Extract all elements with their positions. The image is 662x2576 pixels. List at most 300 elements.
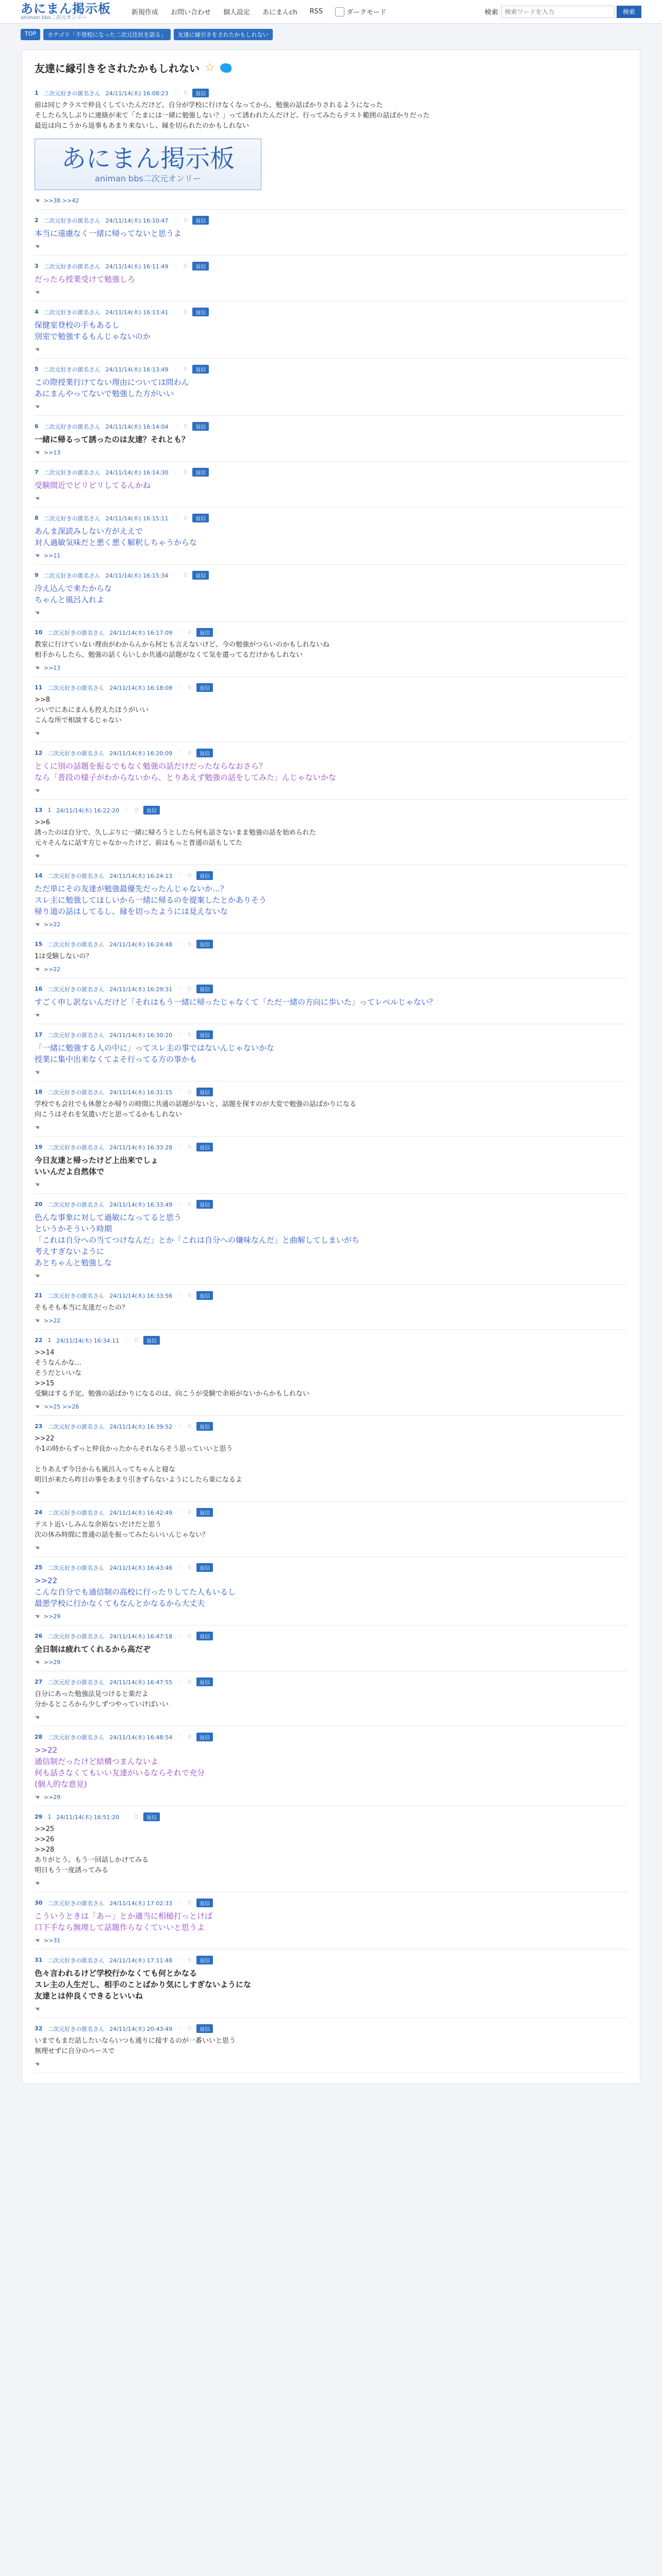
post-number[interactable]: 25 bbox=[35, 1564, 43, 1571]
like-icon[interactable]: ♡ bbox=[173, 309, 179, 315]
post-replies[interactable]: >>11 bbox=[43, 552, 61, 559]
post-date: 24/11/14(木) 16:33:49 bbox=[109, 1201, 173, 1208]
like-icon[interactable]: ♡ bbox=[177, 629, 183, 636]
hand-icon[interactable]: ☚ bbox=[35, 1545, 40, 1551]
post-replies[interactable]: >>22 bbox=[43, 921, 61, 928]
like-count: 0 bbox=[188, 684, 192, 691]
reply-button[interactable]: 返信 bbox=[196, 1563, 213, 1572]
post-author: 二次元好きの匿名さん bbox=[47, 1201, 105, 1208]
post-author: 二次元好きの匿名さん bbox=[47, 1734, 105, 1741]
reply-button[interactable]: 返信 bbox=[196, 1632, 213, 1640]
post-footer bbox=[35, 1317, 627, 1324]
post-author: 二次元好きの匿名さん bbox=[43, 366, 101, 373]
post-meta bbox=[35, 1200, 627, 1209]
post-footer bbox=[35, 1714, 627, 1721]
post-meta bbox=[35, 1508, 627, 1517]
hand-icon[interactable]: ☚ bbox=[35, 1069, 40, 1076]
reply-button[interactable]: 返信 bbox=[192, 514, 209, 522]
post bbox=[35, 1806, 627, 1892]
post bbox=[35, 622, 627, 677]
like-icon[interactable]: ♡ bbox=[177, 1509, 183, 1516]
post-meta bbox=[35, 628, 627, 637]
logo-subtitle: animan bbs二次元オンリー bbox=[21, 14, 87, 21]
post-body: 自分にあった勉強法見つけると楽だよ 分かるところから少しずつやっていけばいい bbox=[35, 1690, 169, 1708]
like-icon[interactable]: ♡ bbox=[173, 217, 179, 224]
post bbox=[35, 1950, 627, 2018]
post-footer bbox=[35, 1794, 627, 1801]
post-date: 24/11/14(木) 16:29:31 bbox=[109, 986, 173, 993]
post-body: >>22 こんな自分でも通信制の高校に行ったりしてた人もいるし 最悪学校に行かなくてもなんとかなるから大丈夫 bbox=[35, 1576, 236, 1608]
hand-icon[interactable]: ☚ bbox=[35, 1613, 40, 1620]
like-icon[interactable]: ♡ bbox=[177, 941, 183, 947]
hand-icon[interactable]: ☚ bbox=[35, 1794, 40, 1801]
like-icon[interactable]: ♡ bbox=[177, 750, 183, 756]
post-date: 24/11/14(木) 16:14:04 bbox=[105, 423, 169, 430]
post-footer bbox=[35, 1937, 627, 1944]
post-body: いまでもまだ話したいならいつも通りに接するのが一番いいと思う 無理せずに自分のペースで bbox=[35, 2037, 236, 2055]
post-replies[interactable]: >>38 >>42 bbox=[43, 197, 79, 204]
post-footer bbox=[35, 2006, 627, 2012]
dark-mode-toggle[interactable] bbox=[335, 7, 386, 16]
post-body: テスト近いしみんな余裕ないだけだと思う 次の休み時間に普通の話を振ってみたらいいんじゃない？ bbox=[35, 1521, 209, 1539]
post-author: 1 bbox=[47, 1814, 52, 1820]
hand-icon[interactable]: ☚ bbox=[35, 197, 40, 204]
hand-icon[interactable]: ☚ bbox=[35, 1880, 40, 1887]
post-number[interactable]: 32 bbox=[35, 2025, 43, 2032]
reply-button[interactable]: 返信 bbox=[196, 940, 213, 948]
like-count: 0 bbox=[188, 1509, 192, 1516]
post bbox=[35, 1726, 627, 1806]
hand-icon[interactable]: ☚ bbox=[35, 495, 40, 502]
hand-icon[interactable]: ☚ bbox=[35, 665, 40, 671]
like-count: 0 bbox=[184, 515, 188, 521]
post bbox=[35, 978, 627, 1024]
post-footer bbox=[35, 552, 627, 559]
post-date: 24/11/14(木) 16:13:49 bbox=[105, 366, 169, 373]
post-number[interactable]: 11 bbox=[35, 684, 43, 691]
like-icon[interactable]: ♡ bbox=[177, 986, 183, 992]
post-replies[interactable]: >>13 bbox=[43, 449, 61, 456]
post-body: すごく申し訳ないんだけど「それはもう一緒に帰ったじゃなくて「ただ一緒の方向に歩いた」ってレベルじゃない？ bbox=[35, 997, 437, 1007]
post bbox=[35, 1285, 627, 1330]
post-author: 二次元好きの匿名さん bbox=[47, 1031, 105, 1039]
like-icon[interactable]: ♡ bbox=[124, 1337, 130, 1344]
post-body: 学校でも会社でも休憩とか帰りの時間に共通の話題がないと、話題を探すのが大変で勉強の話ばかりになる 向こうはそれを気遣いだと思ってるかもしれない bbox=[35, 1100, 357, 1118]
reply-button[interactable]: 返信 bbox=[192, 365, 209, 374]
nav-rss[interactable]: RSS bbox=[309, 8, 323, 15]
like-icon[interactable]: ♡ bbox=[177, 1031, 183, 1038]
embed-subtitle: animan bbs二次元オンリー bbox=[95, 173, 201, 183]
post-meta bbox=[35, 365, 627, 374]
like-icon[interactable]: ♡ bbox=[173, 366, 179, 372]
post-footer bbox=[35, 1880, 627, 1887]
hand-icon[interactable]: ☚ bbox=[35, 243, 40, 250]
post-footer bbox=[35, 1403, 627, 1410]
post-meta bbox=[35, 1088, 627, 1096]
reply-button[interactable]: 返信 bbox=[196, 2024, 213, 2033]
post-body: >>6 誘ったのは自分で、久しぶりに一緒に帰ろうとしたら何も話さないまま勉強の話を始められた 元々そんなに話す方じゃなかったけど、前はもっと普通の話もしてた bbox=[35, 819, 316, 847]
post bbox=[35, 1194, 627, 1285]
post-number[interactable]: 23 bbox=[35, 1423, 43, 1430]
post-footer bbox=[35, 289, 627, 296]
breadcrumb-top[interactable]: TOP bbox=[21, 29, 40, 40]
like-count: 0 bbox=[135, 1337, 139, 1344]
post bbox=[35, 210, 627, 256]
post-replies[interactable]: >>29 bbox=[43, 1613, 61, 1620]
post-body: 全日制は疲れてくれるから高だぞ bbox=[35, 1645, 151, 1654]
post-replies[interactable]: >>29 bbox=[43, 1794, 61, 1801]
post-number[interactable]: 26 bbox=[35, 1633, 43, 1639]
hand-icon[interactable]: ☚ bbox=[35, 1489, 40, 1496]
hand-icon[interactable]: ☚ bbox=[35, 2061, 40, 2067]
post-replies[interactable]: >>29 bbox=[43, 1659, 61, 1666]
post-author: 二次元好きの匿名さん bbox=[43, 263, 101, 270]
hand-icon[interactable]: ☚ bbox=[35, 853, 40, 859]
post-number[interactable]: 8 bbox=[35, 515, 39, 521]
post-footer bbox=[35, 966, 627, 973]
hand-icon[interactable]: ☚ bbox=[35, 1012, 40, 1019]
post bbox=[35, 1024, 627, 1081]
hand-icon[interactable]: ☚ bbox=[35, 2006, 40, 2012]
post-footer bbox=[35, 1545, 627, 1551]
post-author: 二次元好きの匿名さん bbox=[47, 941, 105, 948]
reply-button[interactable]: 返信 bbox=[196, 1030, 213, 1039]
post-number[interactable]: 12 bbox=[35, 750, 43, 756]
post-date: 24/11/14(木) 16:17:09 bbox=[109, 629, 173, 636]
like-icon[interactable]: ♡ bbox=[177, 1734, 183, 1740]
post-author: 二次元好きの匿名さん bbox=[47, 1292, 105, 1299]
logo-title: あにまん掲示板 bbox=[21, 1, 111, 16]
post-date: 24/11/14(木) 17:02:33 bbox=[109, 1900, 173, 1907]
post-number[interactable]: 18 bbox=[35, 1089, 43, 1095]
embed-banner[interactable] bbox=[35, 139, 261, 190]
post-meta bbox=[35, 1733, 627, 1741]
like-icon[interactable]: ♡ bbox=[177, 1957, 183, 1963]
like-icon[interactable]: ♡ bbox=[177, 1679, 183, 1685]
nav-contact[interactable]: お問い合わせ bbox=[171, 9, 211, 16]
nav-new[interactable]: 新規作成 bbox=[131, 9, 159, 16]
post-number[interactable]: 4 bbox=[35, 309, 39, 315]
post-meta bbox=[35, 1336, 627, 1345]
post-author: 二次元好きの匿名さん bbox=[47, 986, 105, 993]
like-icon[interactable]: ♡ bbox=[173, 572, 179, 579]
post-footer bbox=[35, 243, 627, 250]
like-icon[interactable]: ♡ bbox=[173, 515, 179, 521]
breadcrumb-thread[interactable]: 友達に縁引きをされたかもしれない bbox=[174, 29, 273, 40]
breadcrumb-category[interactable]: カテゴリ「不登校になった二次元住民を語る」 bbox=[43, 29, 171, 40]
post-number[interactable]: 13 bbox=[35, 807, 43, 814]
like-count: 0 bbox=[184, 469, 188, 476]
site-logo[interactable] bbox=[21, 3, 111, 21]
post bbox=[35, 1557, 627, 1625]
reply-button[interactable]: 返信 bbox=[192, 422, 209, 431]
reply-button[interactable]: 返信 bbox=[143, 806, 160, 815]
post bbox=[35, 416, 627, 462]
post-date: 24/11/14(木) 16:15:34 bbox=[105, 572, 169, 579]
reply-button[interactable]: 返信 bbox=[192, 571, 209, 580]
hand-icon[interactable]: ☚ bbox=[35, 1181, 40, 1188]
reply-button[interactable]: 返信 bbox=[196, 985, 213, 993]
post-author: 二次元好きの匿名さん bbox=[47, 750, 105, 757]
post-footer bbox=[35, 1181, 627, 1188]
post-date: 24/11/14(木) 16:47:55 bbox=[109, 1679, 173, 1686]
post-author: 二次元好きの匿名さん bbox=[43, 423, 101, 430]
post-number[interactable]: 16 bbox=[35, 986, 43, 992]
post-number[interactable]: 2 bbox=[35, 217, 39, 224]
post-author: 二次元好きの匿名さん bbox=[47, 1509, 105, 1516]
post-number[interactable]: 30 bbox=[35, 1900, 43, 1906]
like-icon[interactable]: ♡ bbox=[177, 1089, 183, 1095]
hand-icon[interactable]: ☚ bbox=[35, 1659, 40, 1666]
favorite-star-icon[interactable]: ☆ bbox=[205, 61, 215, 74]
hand-icon[interactable]: ☚ bbox=[35, 966, 40, 973]
reply-button[interactable]: 返信 bbox=[196, 628, 213, 637]
post-footer bbox=[35, 449, 627, 456]
like-count: 0 bbox=[188, 1900, 192, 1906]
post-meta bbox=[35, 262, 627, 270]
reply-button[interactable]: 返信 bbox=[192, 89, 209, 97]
nav-animanch[interactable]: あにまんch bbox=[262, 9, 297, 16]
post-body: 今日友達と帰ったけど上出来でしょ いいんだよ自然体で bbox=[35, 1156, 159, 1176]
toggle-switch bbox=[335, 7, 344, 16]
post-meta bbox=[35, 940, 627, 948]
post bbox=[35, 1625, 627, 1671]
like-icon[interactable]: ♡ bbox=[173, 90, 179, 96]
reply-button[interactable]: 返信 bbox=[196, 683, 213, 692]
post-date: 24/11/14(木) 16:08:23 bbox=[105, 90, 169, 97]
post-date: 24/11/14(木) 16:24:13 bbox=[109, 872, 173, 879]
like-icon[interactable]: ♡ bbox=[177, 1633, 183, 1639]
hand-icon[interactable]: ☚ bbox=[35, 403, 40, 410]
hand-icon[interactable]: ☚ bbox=[35, 609, 40, 616]
post-author: 二次元好きの匿名さん bbox=[47, 1679, 105, 1686]
hand-icon[interactable]: ☚ bbox=[35, 449, 40, 456]
like-icon[interactable]: ♡ bbox=[173, 469, 179, 476]
like-icon[interactable]: ♡ bbox=[177, 1201, 183, 1208]
post-body: こういうときは「あー」とか適当に相槌打っとけば 口下手なら無理して話題作らなくていいと思うよ bbox=[35, 1911, 213, 1932]
post-author: 二次元好きの匿名さん bbox=[47, 2025, 105, 2032]
post-number[interactable]: 21 bbox=[35, 1292, 43, 1299]
search-input[interactable] bbox=[501, 6, 615, 18]
post-author: 二次元好きの匿名さん bbox=[47, 1633, 105, 1640]
post-footer bbox=[35, 1012, 627, 1019]
post-body: 色んな事象に対して過敏になってると思う というかそういう時期 「これは自分への当てつけなんだ」とか「これは自分への嫌味なんだ」と曲解してしまいがち 考えすぎないように あとちゃんと勉強しな bbox=[35, 1213, 360, 1267]
post-author: 二次元好きの匿名さん bbox=[47, 1564, 105, 1571]
reply-button[interactable]: 返信 bbox=[196, 871, 213, 880]
post-replies[interactable]: >>25 >>26 bbox=[43, 1403, 79, 1410]
post-meta bbox=[35, 468, 627, 477]
reply-button[interactable]: 返信 bbox=[196, 1088, 213, 1096]
like-count: 0 bbox=[188, 750, 192, 756]
hand-icon[interactable]: ☚ bbox=[35, 289, 40, 296]
reply-button[interactable]: 返信 bbox=[196, 1422, 213, 1431]
like-count: 0 bbox=[188, 941, 192, 947]
post-body: >>8 ついでにあにまんも控えたほうがいい こんな所で相談するじゃない bbox=[35, 696, 149, 724]
post-body: 受験間近でピリピリしてるんかね bbox=[35, 481, 151, 490]
like-count: 0 bbox=[184, 90, 188, 96]
like-count: 0 bbox=[188, 1957, 192, 1963]
post-author: 二次元好きの匿名さん bbox=[47, 872, 105, 879]
post-meta bbox=[35, 422, 627, 431]
post-meta bbox=[35, 1632, 627, 1640]
post-body: 1は受験しないの？ bbox=[35, 953, 93, 960]
post-author: 二次元好きの匿名さん bbox=[43, 90, 101, 97]
reply-button[interactable]: 返信 bbox=[196, 1677, 213, 1686]
post-meta bbox=[35, 1812, 627, 1821]
like-icon[interactable]: ♡ bbox=[177, 2025, 183, 2032]
hand-icon[interactable]: ☚ bbox=[35, 1937, 40, 1944]
post bbox=[35, 301, 627, 359]
post-date: 24/11/14(木) 16:14:30 bbox=[105, 469, 169, 476]
post-number[interactable]: 20 bbox=[35, 1201, 43, 1208]
hand-icon[interactable]: ☚ bbox=[35, 787, 40, 794]
post-replies[interactable]: >>31 bbox=[43, 1937, 61, 1944]
like-icon[interactable]: ♡ bbox=[124, 1814, 130, 1820]
twitter-icon[interactable] bbox=[220, 63, 231, 73]
post-author: 二次元好きの匿名さん bbox=[47, 1144, 105, 1151]
reply-button[interactable]: 返信 bbox=[192, 308, 209, 316]
like-icon[interactable]: ♡ bbox=[173, 263, 179, 269]
like-icon[interactable]: ♡ bbox=[177, 1292, 183, 1299]
post-date: 24/11/14(木) 16:48:54 bbox=[109, 1734, 173, 1741]
post bbox=[35, 1137, 627, 1194]
like-count: 0 bbox=[184, 217, 188, 224]
reply-button[interactable]: 返信 bbox=[196, 1733, 213, 1741]
reply-button[interactable]: 返信 bbox=[196, 1899, 213, 1907]
post-number[interactable]: 9 bbox=[35, 572, 39, 579]
like-count: 0 bbox=[184, 366, 188, 372]
post-meta bbox=[35, 1030, 627, 1039]
post bbox=[35, 565, 627, 622]
post-meta bbox=[35, 89, 627, 97]
like-count: 0 bbox=[135, 807, 139, 814]
post-number[interactable]: 31 bbox=[35, 1957, 43, 1963]
hand-icon[interactable]: ☚ bbox=[35, 1403, 40, 1410]
hand-icon[interactable]: ☚ bbox=[35, 1317, 40, 1324]
post-meta bbox=[35, 308, 627, 316]
hand-icon[interactable]: ☚ bbox=[35, 552, 40, 559]
post-footer bbox=[35, 787, 627, 794]
like-count: 0 bbox=[188, 1734, 192, 1740]
post-author: 1 bbox=[47, 1337, 52, 1344]
post-number[interactable]: 6 bbox=[35, 423, 39, 430]
hand-icon[interactable]: ☚ bbox=[35, 1124, 40, 1131]
post-body: 色々言われるけど学校行かなくても何とかなる スレ主の人生だし、相手のことばかり気にしすぎないようにな 友達とは仲良くできるといいね bbox=[35, 1969, 252, 2001]
post-number[interactable]: 15 bbox=[35, 941, 43, 947]
reply-button[interactable]: 返信 bbox=[143, 1812, 160, 1821]
post-meta bbox=[35, 1677, 627, 1686]
reply-button[interactable]: 返信 bbox=[196, 1291, 213, 1300]
post-footer bbox=[35, 2061, 627, 2067]
post-replies[interactable]: >>22 bbox=[43, 966, 61, 973]
like-icon[interactable]: ♡ bbox=[124, 807, 130, 814]
post-replies[interactable]: >>22 bbox=[43, 1317, 61, 1324]
like-icon[interactable]: ♡ bbox=[177, 1423, 183, 1430]
search-bar bbox=[485, 6, 641, 18]
post-number[interactable]: 27 bbox=[35, 1679, 43, 1685]
like-count: 0 bbox=[188, 1292, 192, 1299]
hand-icon[interactable]: ☚ bbox=[35, 730, 40, 737]
post-body: ただ単にその友達が勉強最優先だったんじゃないか…？ スレ主に勉強してほしいから一緒に帰るのを提案したとかありそう 帰り道の話はしてるし、縁を切ったようには見えないな bbox=[35, 884, 267, 916]
post-number[interactable]: 17 bbox=[35, 1031, 43, 1038]
post-footer bbox=[35, 346, 627, 353]
post-date: 24/11/14(木) 20:43:49 bbox=[109, 2025, 173, 2032]
post-footer bbox=[35, 1613, 627, 1620]
post-author: 二次元好きの匿名さん bbox=[43, 515, 101, 522]
reply-button[interactable]: 返信 bbox=[143, 1336, 160, 1345]
post-number[interactable]: 10 bbox=[35, 629, 43, 636]
post-date: 24/11/14(木) 16:20:09 bbox=[109, 750, 173, 757]
post-body: 前は同じクラスで仲良くしていたんだけど、自分が学校に行けなくなってから、勉強の話ばかりされるようになった そしたら久しぶりに連絡が来て「たまには一緒に勉強しない？」って誘われたんだけど、行ってみたらテスト範囲の話ばかりだった 最近は向こうから返事もあまり来ないし、縁を切られたのかもしれない bbox=[35, 101, 430, 130]
reply-button[interactable]: 返信 bbox=[192, 216, 209, 225]
post-footer bbox=[35, 665, 627, 671]
main-nav bbox=[131, 7, 485, 16]
like-icon[interactable]: ♡ bbox=[177, 1900, 183, 1906]
nav-settings[interactable]: 個人設定 bbox=[223, 9, 251, 16]
post-body: あんま深読みしない方がええで 対人過敏気味だと悪く悪く解釈しちゃうからな bbox=[35, 527, 197, 547]
post-number[interactable]: 5 bbox=[35, 366, 39, 372]
site-header bbox=[0, 0, 662, 24]
post-body: >>22 小1の時からずっと仲良かったからそれならそう思っていいと思う とりあえず今日からも風呂入ってちゃんと寝な 明日が来たら昨日の事をあまり引きずらないようにしたら楽になるよ bbox=[35, 1435, 243, 1484]
post-number[interactable]: 22 bbox=[35, 1337, 43, 1344]
post-number[interactable]: 29 bbox=[35, 1814, 43, 1820]
like-icon[interactable]: ♡ bbox=[177, 684, 183, 691]
post-number[interactable]: 7 bbox=[35, 469, 39, 476]
post-replies[interactable]: >>13 bbox=[43, 665, 61, 671]
reply-button[interactable]: 返信 bbox=[196, 1200, 213, 1209]
post-number[interactable]: 1 bbox=[35, 90, 39, 96]
reply-button[interactable]: 返信 bbox=[196, 1956, 213, 1964]
post bbox=[35, 1330, 627, 1416]
like-count: 0 bbox=[188, 1633, 192, 1639]
reply-button[interactable]: 返信 bbox=[192, 262, 209, 270]
post-number[interactable]: 14 bbox=[35, 872, 43, 879]
post-meta bbox=[35, 1291, 627, 1300]
post-meta bbox=[35, 1422, 627, 1431]
hand-icon[interactable]: ☚ bbox=[35, 346, 40, 353]
reply-button[interactable]: 返信 bbox=[196, 1508, 213, 1517]
post-number[interactable]: 24 bbox=[35, 1509, 43, 1516]
like-icon[interactable]: ♡ bbox=[173, 423, 179, 430]
post-footer bbox=[35, 1489, 627, 1496]
hand-icon[interactable]: ☚ bbox=[35, 1714, 40, 1721]
reply-button[interactable]: 返信 bbox=[196, 1143, 213, 1151]
post-date: 24/11/14(木) 16:10:47 bbox=[105, 217, 169, 224]
reply-button[interactable]: 返信 bbox=[196, 749, 213, 757]
like-count: 0 bbox=[184, 423, 188, 430]
post-body: だったら授業受けて勉強しろ bbox=[35, 275, 136, 284]
like-icon[interactable]: ♡ bbox=[177, 1144, 183, 1150]
post bbox=[35, 1671, 627, 1726]
hand-icon[interactable]: ☚ bbox=[35, 921, 40, 928]
like-icon[interactable]: ♡ bbox=[177, 872, 183, 879]
post-meta bbox=[35, 871, 627, 880]
search-button[interactable]: 検索 bbox=[617, 6, 641, 18]
post-number[interactable]: 19 bbox=[35, 1144, 43, 1150]
post-body: この際授業行けてない理由については問わん あにまんやってないで勉強した方がいい bbox=[35, 378, 189, 398]
dark-mode-label: ダークモード bbox=[346, 9, 387, 16]
post bbox=[35, 2018, 627, 2073]
reply-button[interactable]: 返信 bbox=[192, 468, 209, 477]
post-number[interactable]: 28 bbox=[35, 1734, 43, 1740]
hand-icon[interactable]: ☚ bbox=[35, 1273, 40, 1279]
post-number[interactable]: 3 bbox=[35, 263, 39, 269]
like-count: 0 bbox=[188, 872, 192, 879]
post-author: 二次元好きの匿名さん bbox=[43, 469, 101, 476]
like-icon[interactable]: ♡ bbox=[177, 1564, 183, 1571]
post-date: 24/11/14(木) 16:24:48 bbox=[109, 941, 173, 948]
post-footer bbox=[35, 609, 627, 616]
